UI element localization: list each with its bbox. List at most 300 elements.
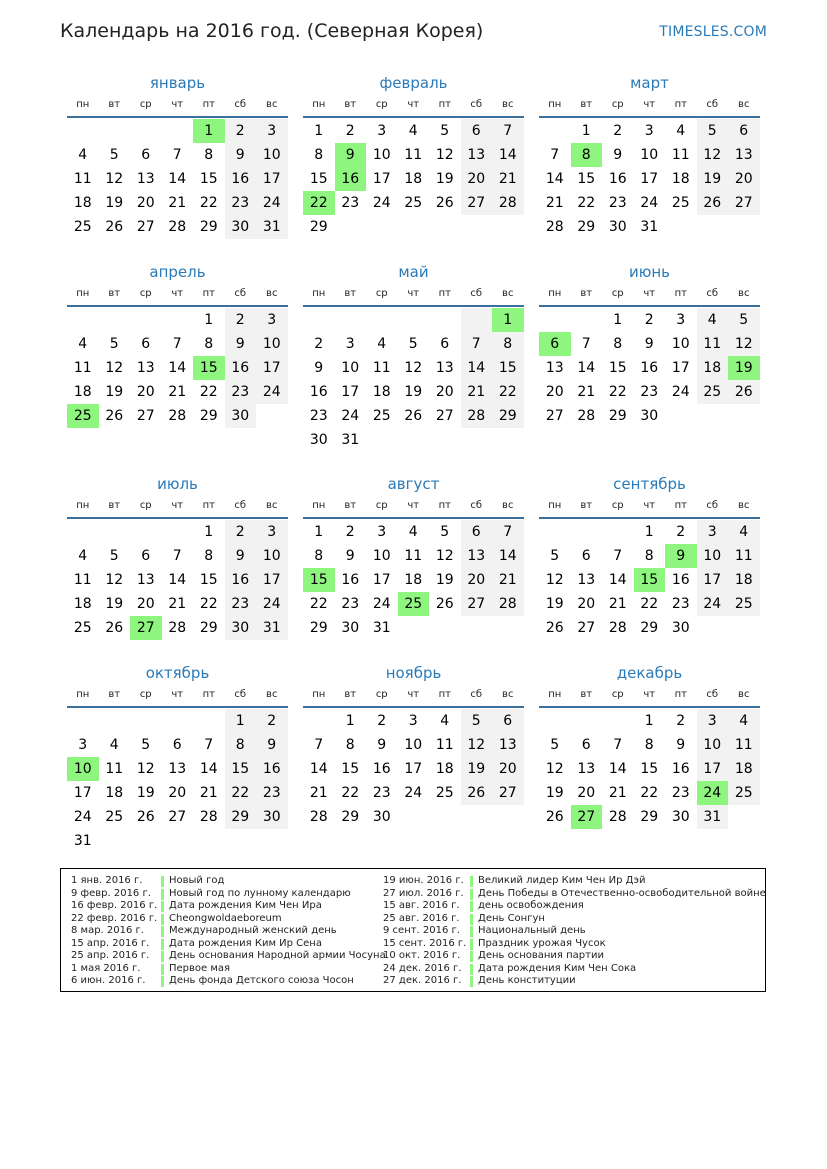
weekday-label: ср: [139, 500, 152, 511]
day-cell: 24: [640, 195, 659, 211]
weekday-label: ср: [375, 99, 388, 110]
day-cell: 1: [581, 123, 591, 139]
day-cell: 4: [440, 713, 450, 729]
empty-cell: [162, 308, 194, 332]
day-cell: 8: [204, 548, 214, 564]
day-cell: 25: [73, 219, 92, 235]
day-cell: 6: [461, 520, 493, 544]
day-cell: 28: [168, 219, 187, 235]
day-cell: 22: [199, 384, 218, 400]
empty-cell: [366, 308, 398, 332]
day-cell: 22: [640, 785, 659, 801]
day-cell: 20: [136, 195, 155, 211]
day-cell: 18: [372, 384, 391, 400]
holiday-marker: [470, 914, 473, 925]
day-cell: 3: [256, 308, 288, 332]
day-cell: 27: [577, 620, 596, 636]
day-cell: 31: [256, 616, 288, 640]
holiday-marker: [161, 976, 164, 987]
day-cell: 7: [172, 336, 182, 352]
empty-cell: [67, 520, 99, 544]
day-cell: 10: [372, 548, 391, 564]
day-cell: 24: [372, 596, 391, 612]
day-cell: 11: [372, 360, 391, 376]
day-cell: 7: [314, 737, 324, 753]
weekday-label: сб: [706, 689, 719, 700]
day-cell: 15: [309, 171, 328, 187]
day-cell: 9: [314, 360, 324, 376]
day-cell: 15: [577, 171, 596, 187]
day-cell: 25: [372, 408, 391, 424]
month-days-grid: [539, 98, 760, 239]
day-cell: 4: [697, 308, 729, 332]
weekday-label: чт: [171, 288, 184, 299]
weekday-label: пт: [438, 500, 451, 511]
holiday-marker: [470, 876, 473, 887]
header-rule: [303, 305, 524, 307]
day-cell: 28: [492, 592, 524, 616]
day-cell: 18: [671, 171, 690, 187]
day-cell: 13: [461, 143, 493, 167]
weekday-label: вс: [502, 288, 514, 299]
empty-cell: [130, 520, 162, 544]
empty-cell: [571, 520, 603, 544]
day-cell: 2: [345, 123, 355, 139]
weekday-label: сб: [706, 288, 719, 299]
day-cell: 15: [341, 761, 360, 777]
day-cell: 19: [435, 572, 454, 588]
day-cell: 16: [225, 568, 257, 592]
day-cell: 19: [461, 757, 493, 781]
day-cell: 23: [608, 195, 627, 211]
day-cell: 16: [640, 360, 659, 376]
day-cell: 13: [168, 761, 187, 777]
day-cell: 23: [225, 380, 257, 404]
day-cell: 29: [640, 809, 659, 825]
month-days-grid: [303, 499, 524, 640]
weekday-label: пн: [312, 689, 326, 700]
day-cell: 16: [372, 761, 391, 777]
day-cell: 17: [372, 572, 391, 588]
weekday-label: пн: [76, 689, 90, 700]
weekday-label: пт: [202, 99, 215, 110]
legend-item: [71, 950, 386, 963]
day-cell: 17: [640, 171, 659, 187]
month-2: [303, 72, 524, 239]
day-cell: 27: [136, 408, 155, 424]
empty-cell: [67, 119, 99, 143]
page-title: Календарь на 2016 год. (Северная Корея): [60, 20, 484, 42]
day-cell: 22: [225, 781, 257, 805]
legend-date: 19 июн. 2016 г.: [383, 875, 464, 886]
day-cell: 29: [199, 219, 218, 235]
day-cell: 14: [168, 360, 187, 376]
day-cell: 1: [204, 524, 214, 540]
weekday-label: вт: [108, 99, 121, 110]
weekday-label: пт: [438, 99, 451, 110]
day-cell: 24: [372, 195, 391, 211]
day-cell: 23: [671, 785, 690, 801]
legend-item: [383, 938, 753, 951]
weekday-label: вс: [502, 99, 514, 110]
empty-cell: [492, 616, 524, 640]
day-cell: 16: [608, 171, 627, 187]
day-cell: 1: [644, 713, 654, 729]
day-cell: 18: [435, 761, 454, 777]
day-cell: 13: [435, 360, 454, 376]
day-cell: 9: [225, 332, 257, 356]
day-cell: 23: [671, 596, 690, 612]
weekday-label: вс: [266, 288, 278, 299]
day-cell: 5: [440, 123, 450, 139]
weekday-label: чт: [643, 689, 656, 700]
day-cell: 16: [309, 384, 328, 400]
day-cell: 10: [372, 147, 391, 163]
weekday-label: вт: [580, 288, 593, 299]
month-5: [303, 261, 524, 452]
day-cell: 23: [256, 781, 288, 805]
day-cell: 27: [571, 805, 603, 829]
day-cell: 27: [492, 781, 524, 805]
day-cell: 20: [461, 568, 493, 592]
weekday-label: пт: [674, 689, 687, 700]
day-cell: 21: [309, 785, 328, 801]
weekday-label: ср: [375, 500, 388, 511]
empty-cell: [335, 308, 367, 332]
day-cell: 3: [256, 119, 288, 143]
empty-cell: [492, 805, 524, 829]
day-cell: 14: [199, 761, 218, 777]
holiday-legend: [60, 868, 766, 992]
weekday-label: пт: [438, 288, 451, 299]
empty-cell: [303, 709, 335, 733]
day-cell: 8: [644, 548, 654, 564]
day-cell: 19: [136, 785, 155, 801]
day-cell: 23: [372, 785, 391, 801]
day-cell: 6: [581, 548, 591, 564]
day-cell: 1: [193, 119, 225, 143]
day-cell: 31: [640, 219, 659, 235]
weekday-label: пт: [674, 99, 687, 110]
weekday-label: ср: [611, 689, 624, 700]
day-cell: 15: [199, 572, 218, 588]
site-link[interactable]: TIMESLES.COM: [659, 24, 767, 40]
empty-cell: [492, 428, 524, 452]
day-cell: 1: [225, 709, 257, 733]
weekday-label: пн: [548, 288, 562, 299]
weekday-label: сб: [706, 99, 719, 110]
day-cell: 1: [314, 524, 324, 540]
day-cell: 22: [492, 380, 524, 404]
empty-cell: [256, 829, 288, 853]
day-cell: 20: [545, 384, 564, 400]
day-cell: 26: [461, 781, 493, 805]
empty-cell: [99, 119, 131, 143]
day-cell: 21: [577, 384, 596, 400]
day-cell: 21: [199, 785, 218, 801]
legend-holiday-name: день освобождения: [478, 900, 584, 911]
weekday-label: пн: [548, 500, 562, 511]
day-cell: 8: [204, 147, 214, 163]
day-cell: 20: [577, 596, 596, 612]
legend-column-2: [383, 875, 766, 988]
empty-cell: [461, 308, 493, 332]
day-cell: 22: [640, 596, 659, 612]
legend-date: 25 авг. 2016 г.: [383, 912, 460, 924]
day-cell: 6: [141, 147, 151, 163]
empty-cell: [602, 709, 634, 733]
weekday-label: чт: [407, 288, 420, 299]
month-11: [303, 662, 524, 829]
month-name: ноябрь: [385, 664, 442, 682]
day-cell: 23: [640, 384, 659, 400]
weekday-label: сб: [470, 689, 483, 700]
weekday-label: пн: [76, 500, 90, 511]
weekday-label: чт: [407, 689, 420, 700]
weekday-label: ср: [611, 500, 624, 511]
weekday-label: сб: [470, 99, 483, 110]
day-cell: 15: [225, 757, 257, 781]
day-cell: 28: [608, 809, 627, 825]
day-cell: 13: [136, 572, 155, 588]
day-cell: 31: [256, 215, 288, 239]
day-cell: 8: [492, 332, 524, 356]
holiday-marker: [470, 939, 473, 950]
day-cell: 25: [67, 404, 99, 428]
legend-holiday-name: Первое мая: [169, 962, 231, 974]
day-cell: 8: [204, 336, 214, 352]
legend-date: 9 сент. 2016 г.: [383, 925, 460, 936]
day-cell: 26: [545, 620, 564, 636]
legend-item: [71, 900, 376, 913]
empty-cell: [398, 616, 430, 640]
holiday-marker: [470, 901, 473, 912]
weekday-label: вт: [344, 689, 357, 700]
empty-cell: [130, 709, 162, 733]
day-cell: 21: [492, 167, 524, 191]
empty-cell: [728, 616, 760, 640]
day-cell: 6: [728, 119, 760, 143]
day-cell: 20: [577, 785, 596, 801]
legend-holiday-name: Новый год: [169, 875, 225, 886]
weekday-label: вс: [738, 689, 750, 700]
weekday-label: вс: [738, 288, 750, 299]
day-cell: 16: [671, 761, 690, 777]
weekday-label: пт: [438, 689, 451, 700]
empty-cell: [162, 709, 194, 733]
day-cell: 25: [728, 592, 760, 616]
day-cell: 4: [408, 524, 418, 540]
weekday-label: ср: [139, 99, 152, 110]
day-cell: 24: [404, 785, 423, 801]
empty-cell: [162, 829, 194, 853]
day-cell: 28: [461, 404, 493, 428]
weekday-label: пн: [76, 288, 90, 299]
day-cell: 7: [613, 737, 623, 753]
month-days-grid: [303, 688, 524, 829]
day-cell: 5: [440, 524, 450, 540]
day-cell: 18: [404, 171, 423, 187]
day-cell: 5: [697, 119, 729, 143]
day-cell: 30: [671, 809, 690, 825]
day-cell: 25: [398, 592, 430, 616]
month-9: [539, 473, 760, 640]
weekday-label: чт: [643, 288, 656, 299]
month-name: май: [398, 263, 429, 281]
weekday-label: пт: [202, 689, 215, 700]
legend-item: [383, 925, 753, 938]
day-cell: 13: [545, 360, 564, 376]
weekday-label: чт: [171, 99, 184, 110]
holiday-marker: [161, 914, 164, 925]
empty-cell: [697, 616, 729, 640]
day-cell: 30: [608, 219, 627, 235]
holiday-marker: [161, 876, 164, 887]
month-name: август: [387, 475, 440, 493]
legend-date: 16 февр. 2016 г.: [71, 900, 158, 911]
day-cell: 28: [577, 408, 596, 424]
day-cell: 19: [697, 167, 729, 191]
day-cell: 19: [545, 596, 564, 612]
legend-date: 15 апр. 2016 г.: [71, 937, 150, 949]
day-cell: 3: [256, 520, 288, 544]
day-cell: 22: [341, 785, 360, 801]
day-cell: 2: [644, 312, 654, 328]
day-cell: 8: [314, 147, 324, 163]
day-cell: 4: [676, 123, 686, 139]
weekday-label: сб: [234, 288, 247, 299]
legend-date: 22 февр. 2016 г.: [71, 912, 158, 924]
weekday-label: чт: [171, 689, 184, 700]
month-days-grid: [539, 688, 760, 829]
holiday-marker: [161, 951, 164, 962]
holiday-marker: [161, 901, 164, 912]
empty-cell: [193, 709, 225, 733]
weekday-label: пт: [202, 500, 215, 511]
empty-cell: [335, 215, 367, 239]
day-cell: 21: [545, 195, 564, 211]
holiday-marker: [161, 939, 164, 950]
legend-item: [71, 975, 376, 988]
day-cell: 21: [168, 596, 187, 612]
day-cell: 15: [634, 568, 666, 592]
day-cell: 26: [105, 620, 124, 636]
day-cell: 30: [341, 620, 360, 636]
day-cell: 1: [644, 524, 654, 540]
day-cell: 5: [728, 308, 760, 332]
day-cell: 12: [136, 761, 155, 777]
weekday-label: вс: [502, 500, 514, 511]
day-cell: 28: [199, 809, 218, 825]
month-1: [67, 72, 288, 239]
month-name: февраль: [379, 74, 448, 92]
weekday-label: вс: [738, 99, 750, 110]
day-cell: 5: [109, 548, 119, 564]
day-cell: 3: [377, 524, 387, 540]
day-cell: 27: [435, 408, 454, 424]
empty-cell: [366, 215, 398, 239]
month-days-grid: [67, 688, 288, 853]
day-cell: 14: [168, 171, 187, 187]
day-cell: 13: [461, 544, 493, 568]
day-cell: 23: [225, 592, 257, 616]
day-cell: 21: [608, 596, 627, 612]
month-days-grid: [67, 287, 288, 428]
day-cell: 9: [644, 336, 654, 352]
day-cell: 7: [172, 548, 182, 564]
day-cell: 23: [309, 408, 328, 424]
weekday-label: чт: [171, 500, 184, 511]
weekday-label: ср: [611, 288, 624, 299]
day-cell: 24: [697, 781, 729, 805]
month-days-grid: [303, 98, 524, 239]
day-cell: 14: [545, 171, 564, 187]
holiday-marker: [470, 926, 473, 937]
empty-cell: [366, 428, 398, 452]
day-cell: 27: [168, 809, 187, 825]
month-3: [539, 72, 760, 239]
day-cell: 13: [577, 572, 596, 588]
day-cell: 18: [73, 195, 92, 211]
day-cell: 1: [613, 312, 623, 328]
day-cell: 25: [728, 781, 760, 805]
empty-cell: [67, 308, 99, 332]
day-cell: 3: [78, 737, 88, 753]
legend-date: 8 мар. 2016 г.: [71, 925, 144, 936]
day-cell: 4: [728, 709, 760, 733]
day-cell: 1: [314, 123, 324, 139]
day-cell: 17: [404, 761, 423, 777]
day-cell: 17: [372, 171, 391, 187]
day-cell: 20: [136, 596, 155, 612]
weekday-label: ср: [375, 288, 388, 299]
day-cell: 11: [697, 332, 729, 356]
weekday-label: вт: [108, 288, 121, 299]
month-name: март: [630, 74, 669, 92]
day-cell: 30: [372, 809, 391, 825]
holiday-marker: [161, 964, 164, 975]
day-cell: 2: [345, 524, 355, 540]
day-cell: 17: [73, 785, 92, 801]
empty-cell: [461, 805, 493, 829]
day-cell: 25: [697, 380, 729, 404]
header-rule: [67, 116, 288, 118]
legend-date: 15 сент. 2016 г.: [383, 937, 467, 949]
day-cell: 10: [697, 733, 729, 757]
day-cell: 9: [256, 733, 288, 757]
legend-holiday-name: День фонда Детского союза Чосон: [169, 975, 354, 986]
day-cell: 15: [608, 360, 627, 376]
day-cell: 11: [404, 548, 423, 564]
legend-date: 1 мая 2016 г.: [71, 962, 141, 974]
empty-cell: [429, 805, 461, 829]
month-days-grid: [539, 499, 760, 640]
weekday-label: сб: [234, 500, 247, 511]
month-days-grid: [67, 98, 288, 239]
month-name: октябрь: [145, 664, 210, 682]
day-cell: 19: [105, 596, 124, 612]
empty-cell: [571, 709, 603, 733]
day-cell: 29: [608, 408, 627, 424]
day-cell: 4: [377, 336, 387, 352]
day-cell: 4: [78, 336, 88, 352]
month-8: [303, 473, 524, 640]
day-cell: 26: [105, 219, 124, 235]
day-cell: 27: [545, 408, 564, 424]
empty-cell: [67, 709, 99, 733]
holiday-marker: [470, 964, 473, 975]
day-cell: 3: [697, 709, 729, 733]
